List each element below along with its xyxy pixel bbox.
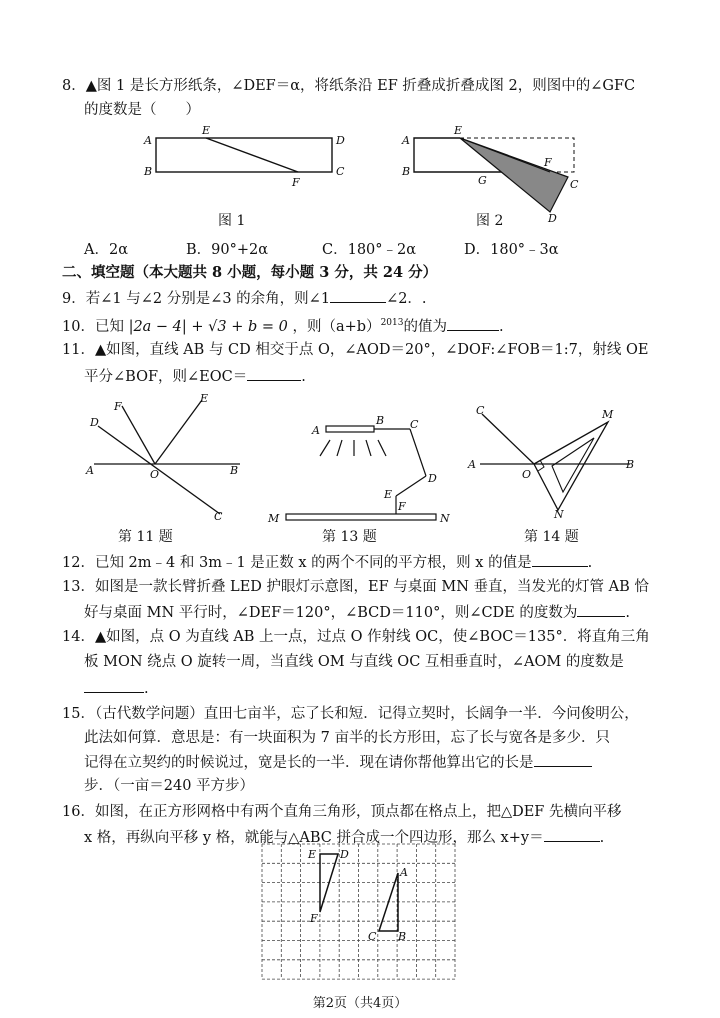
f11-label-f: F <box>114 400 122 413</box>
f11-label-c: C <box>214 510 223 523</box>
q8-line1: 8．▲图 1 是长方形纸条，∠DEF＝α，将纸条沿 EF 折叠成折叠成图 2，则图中的∠GFC <box>62 78 636 94</box>
q8-option-a: A．2α <box>84 242 128 258</box>
q10-text-b: ，则（a+b） <box>292 318 381 335</box>
q8-figure-1 <box>140 122 350 192</box>
q12-answer-blank <box>532 552 588 567</box>
f16-label-c: C <box>368 930 377 943</box>
q11-line2-text: 平分∠BOF，则∠EOC＝ <box>84 369 248 385</box>
q15-line3 <box>84 752 592 773</box>
f13-label-a: A <box>312 424 320 437</box>
f11-label-o: O <box>150 468 160 481</box>
fig2-label-d: D <box>548 212 557 222</box>
q15-line4: 步．（一亩＝240 平方步） <box>84 778 255 794</box>
q9 <box>62 288 427 309</box>
f16-label-b: B <box>398 930 407 943</box>
q12-end: . <box>587 555 593 571</box>
figure-q14 <box>462 400 652 525</box>
caption-q14: 第 14 题 <box>524 529 579 545</box>
q10-text-a: 10．已知 <box>62 318 124 335</box>
f14-label-a: A <box>468 458 476 471</box>
fig1-label-a: A <box>144 134 152 147</box>
q11-answer-blank <box>247 366 301 381</box>
q10 <box>62 313 504 337</box>
q13-line2-text: 好与桌面 MN 平行时，∠DEF＝120°，∠BCD＝110°，则∠CDE 的度数为 <box>84 605 578 621</box>
fig2-label-a: A <box>402 134 410 147</box>
q16-answer-blank <box>544 827 600 842</box>
f11-label-b: B <box>230 464 239 477</box>
fig1-label-b: B <box>144 165 153 178</box>
f14-label-c: C <box>476 404 485 417</box>
q8-figure-2 <box>398 122 588 222</box>
q10-formula: |2a − 4| + √3 + b = 0 <box>128 318 288 335</box>
f13-label-d: D <box>428 472 437 485</box>
fig2-label-f: F <box>544 156 552 169</box>
q15-line1: 15．（古代数学问题）直田七亩半，忘了长和短．记得立契时，长阔争一半．今问俊明公， <box>62 706 639 722</box>
f14-label-n: N <box>554 508 564 521</box>
figure-q13 <box>262 410 452 525</box>
caption-q11: 第 11 题 <box>118 529 173 545</box>
q12 <box>62 552 592 573</box>
fig1-label-c: C <box>336 165 345 178</box>
q8-fig1-caption: 图 1 <box>218 213 246 229</box>
q10-exponent: 2013 <box>380 318 404 328</box>
q9-text-a: 9．若∠1 与∠2 分别是∠3 的余角，则∠1 <box>62 291 331 307</box>
fig2-label-c: C <box>570 178 579 191</box>
q10-text-c: 的值为 <box>403 318 447 335</box>
f11-label-d: D <box>90 416 99 429</box>
q10-answer-blank <box>447 316 499 331</box>
f13-label-f: F <box>398 500 406 513</box>
f13-label-n: N <box>440 512 450 525</box>
q11-line2 <box>84 366 306 387</box>
fig2-label-g: G <box>478 174 487 187</box>
f11-label-e: E <box>200 392 209 405</box>
f11-label-a: A <box>86 464 94 477</box>
q16-line2-end: . <box>599 830 605 846</box>
q15-line2: 此法如何算．意思是：有一块面积为 7 亩半的长方形田，忘了长与宽各是多少．只 <box>84 730 610 746</box>
q11-line2-end: . <box>301 369 306 385</box>
q9-text-b: ∠2．. <box>386 291 427 307</box>
q14-answer-blank <box>84 678 144 693</box>
f16-label-a: A <box>400 866 408 879</box>
q13-line1: 13．如图是一款长臂折叠 LED 护眼灯示意图，EF 与桌面 MN 垂直，当发光的灯管 AB 恰 <box>62 579 649 595</box>
fig2-label-e: E <box>454 124 463 137</box>
q16-line2-text: x 格，再纵向平移 y 格，就能与△ABC 拼合成一个四边形，那么 x+y＝ <box>84 830 544 846</box>
q11-line1: 11．▲如图，直线 AB 与 CD 相交于点 O，∠AOD＝20°，∠DOF:∠FOB＝1:7，射线 OE <box>62 342 649 358</box>
fig1-label-d: D <box>336 134 345 147</box>
q8-option-d: D．180°﹣3α <box>464 242 559 258</box>
f13-label-e: E <box>384 488 393 501</box>
q8-line2: 的度数是（ ） <box>84 102 200 118</box>
q12-text: 12．已知 2m﹣4 和 3m﹣1 是正数 x 的两个不同的平方根，则 x 的值是 <box>62 555 532 571</box>
q16-line1: 16．如图，在正方形网格中有两个直角三角形，顶点都在格点上，把△DEF 先横向平移 <box>62 804 622 820</box>
grid-lines <box>262 844 455 979</box>
f13-label-m: M <box>268 512 280 525</box>
f13-label-c: C <box>410 418 419 431</box>
q8-option-b: B．90°+2α <box>186 242 269 258</box>
q13-line2 <box>84 602 630 623</box>
f13-label-b: B <box>376 414 385 427</box>
q14-line3 <box>84 678 149 699</box>
q14-line3-end: . <box>144 681 149 697</box>
f16-label-d: D <box>340 848 349 861</box>
caption-q13: 第 13 题 <box>322 529 377 545</box>
f16-label-f: F <box>310 912 318 925</box>
q15-answer-blank <box>534 752 592 767</box>
f16-label-e: E <box>308 848 317 861</box>
q9-answer-blank <box>330 288 386 303</box>
fig1-label-e: E <box>202 124 211 137</box>
f14-label-o: O <box>522 468 532 481</box>
q14-line1: 14．▲如图，点 O 为直线 AB 上一点，过点 O 作射线 OC，使∠BOC＝135°．将直角三角 <box>62 629 650 645</box>
f14-label-m: M <box>602 408 614 421</box>
f14-label-b: B <box>626 458 635 471</box>
q13-answer-blank <box>577 602 625 617</box>
fig1-label-f: F <box>292 176 300 189</box>
q8-option-c: C．180°﹣2α <box>322 242 417 258</box>
q13-line2-end: . <box>625 605 630 621</box>
q15-line3-text: 记得在立契约的时候说过，宽是长的一半．现在请你帮他算出它的长是 <box>84 755 534 771</box>
page-footer: 第2页（共4页） <box>312 996 408 1011</box>
q8-fig2-caption: 图 2 <box>476 213 504 229</box>
figure-q11 <box>80 390 250 525</box>
fig2-label-b: B <box>402 165 411 178</box>
q14-line2: 板 MON 绕点 O 旋转一周，当直线 OM 与直线 OC 互相垂直时，∠AOM 的度数是 <box>84 654 624 670</box>
section2-title: 二、填空题（本大题共 8 小题，每小题 3 分，共 24 分） <box>62 264 438 281</box>
q10-text-d: . <box>498 318 504 335</box>
figure-q16-grid <box>258 840 458 990</box>
